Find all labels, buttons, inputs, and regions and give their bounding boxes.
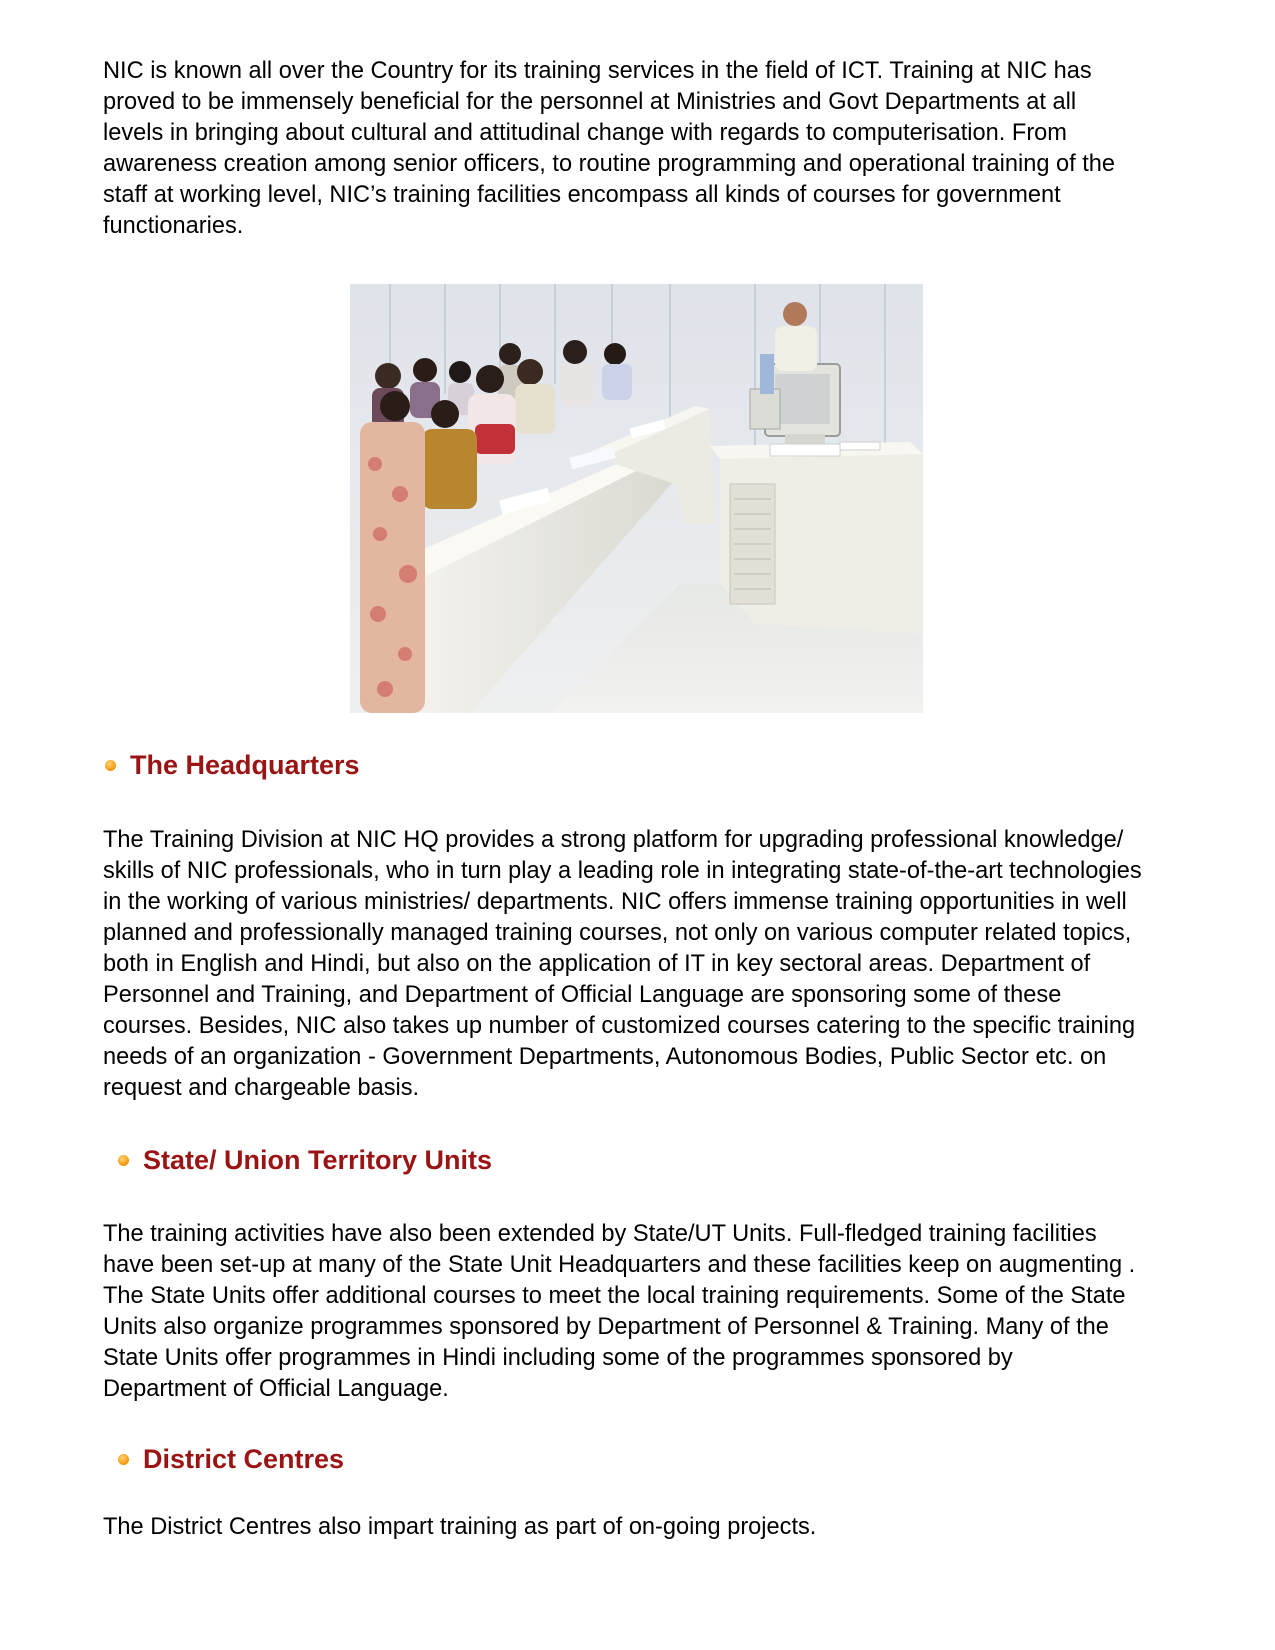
intro-paragraph: NIC is known all over the Country for its training services in the field of ICT. Training at NIC has proved to be immensely beneficial for the personnel at Ministries and Govt Departments at all levels in bringing about cultural and attitudinal change with regards to computerisation. From awareness creation among senior officers, to routine programming and operational training of the staff at working level, NIC’s training facilities encompass all kinds of courses for government functionaries. bbox=[103, 58, 1116, 239]
section-heading-district-centres bbox=[118, 1443, 344, 1475]
section-heading-text: District Centres bbox=[143, 1444, 345, 1474]
district-centres-paragraph: The District Centres also impart training as part of on-going projects. bbox=[103, 1514, 817, 1540]
bullet-icon bbox=[118, 1454, 129, 1465]
bullet-icon bbox=[105, 760, 116, 771]
section-heading-headquarters bbox=[105, 749, 360, 781]
section-heading-state-units bbox=[118, 1144, 492, 1176]
headquarters-paragraph: The Training Division at NIC HQ provides a strong platform for upgrading professional knowledge/ skills of NIC professionals, who in turn play a leading role in integrating state-of-the-art technologies in the working of various ministries/ departments. NIC offers immense training opportunities in well planned and professionally managed training courses, not only on various computer related topics, both in English and Hindi, but also on the application of IT in key sectoral areas. Department of Personnel and Training, and Department of Official Language are sponsoring some of these courses. Besides, NIC also takes up number of customized courses catering to the specific training needs of an organization - Government Departments, Autonomous Bodies, Public Sector etc. on request and chargeable basis. bbox=[103, 827, 1142, 1101]
bullet-icon bbox=[118, 1155, 129, 1166]
section-heading-text: State/ Union Territory Units bbox=[143, 1145, 493, 1175]
section-heading-text: The Headquarters bbox=[130, 750, 360, 780]
state-units-paragraph: The training activities have also been extended by State/UT Units. Full-fledged training facilities have been set-up at many of the State Unit Headquarters and these facilities keep on augmenting . The State Units offer additional courses to meet the local training requirements. Some of the State Units also organize programmes sponsored by Department of Personnel & Training. Many of the State Units offer programmes in Hindi including some of the programmes sponsored by Department of Official Language. bbox=[103, 1221, 1136, 1402]
classroom-photo bbox=[350, 284, 923, 713]
